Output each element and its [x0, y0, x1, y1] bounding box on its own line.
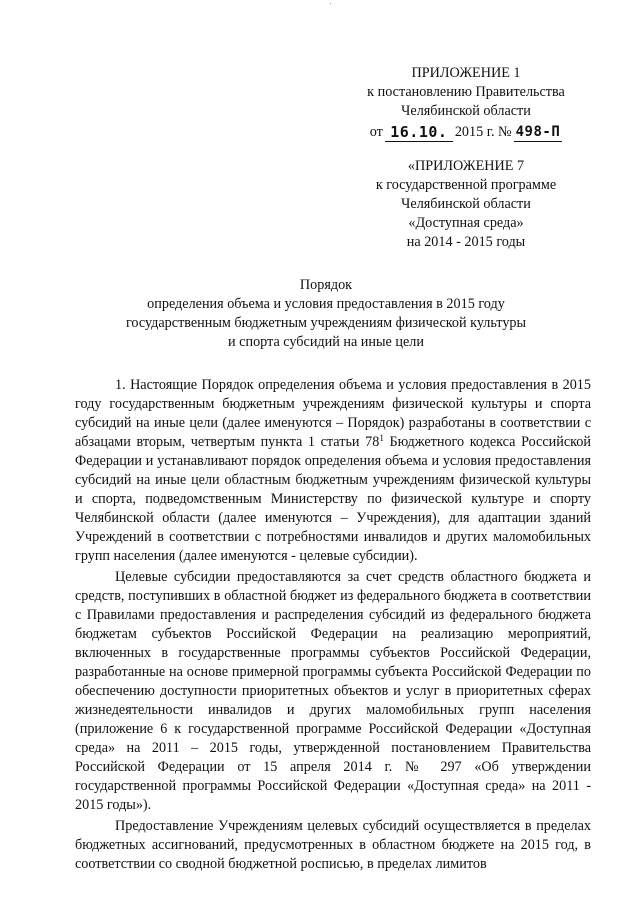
appendix-7-line2: Челябинской области	[401, 196, 531, 212]
scan-speck	[330, 3, 331, 4]
handwritten-number: 498-П	[515, 124, 561, 140]
document-body	[75, 376, 591, 874]
date-prefix: от	[369, 124, 383, 140]
paragraph-1-part-a: 1. Настоящие Порядок определения объема и условия предоставления в 2015 году государственным бюджетным учреждениям физической культуры и спорта субсидий на иные цели (далее именуются – Порядок) разработаны в соответствии с абзацами вторым, четвертым пункта 1 статьи 78	[75, 377, 591, 450]
appendix-1-header	[350, 64, 582, 142]
title-line4: и спорта субсидий на иные цели	[228, 334, 424, 350]
handwritten-date: 16.10.	[385, 124, 453, 142]
paragraph-2: Целевые субсидии предоставляются за счет средств областного бюджета и средств, поступивших в областной бюджет из федерального бюджета в соответствии с Правилами предоставления и распределения субсидий из федерального бюджета бюджетам субъектов Российской Федерации на реализацию мероприятий, включенных в государственные программы субъектов Российской Федерации, разработанные на основе примерной программы субъекта Российской Федерации по обеспечению доступности приоритетных объектов и услуг в приоритетных сферах жизнедеятельности инвалидов и других маломобильных групп населения (приложение 6 к государственной программе Российской Федерации «Доступная среда» на 2011 – 2015 годы, утвержденной постановлением Правительства Российской Федерации от 15 апреля 2014 г. № 297 «Об утверждении государственной программы Российской Федерации «Доступная среда» на 2011 - 2015 годы»).	[75, 569, 591, 813]
title-line3: государственным бюджетным учреждениям физической культуры	[125, 315, 527, 331]
appendix-7-line3: «Доступная среда»	[408, 215, 524, 231]
year-text: 2015 г. №	[454, 124, 512, 140]
article-superscript: 1	[379, 433, 384, 443]
document-title	[70, 276, 582, 352]
appendix-7-title: «ПРИЛОЖЕНИЕ 7	[407, 158, 525, 174]
title-line1: Порядок	[299, 277, 353, 293]
appendix-7-line4: на 2014 - 2015 годы	[406, 234, 526, 250]
appendix-1-line1: к постановлению Правительства	[367, 84, 565, 100]
title-line2: определения объема и условия предоставления в 2015 году	[147, 296, 505, 312]
decree-date-number	[350, 123, 582, 142]
paragraph-1-part-b: Бюджетного кодекса Российской Федерации и устанавливают порядок определения объема и условия предоставления субсидий на иные цели областным бюджетным учреждениям физической культуры и спорта, подведомственным Министерству по физической культуре и спорту Челябинской области (далее именуются – Учреждения), для адаптации зданий Учреждений в соответствии с потребностями инвалидов и других маломобильных групп населения (далее именуются - целевые субсидии).	[75, 434, 591, 564]
appendix-1-title: ПРИЛОЖЕНИЕ 1	[411, 65, 521, 81]
appendix-7-line1: к государственной программе	[375, 177, 557, 193]
appendix-1-line2: Челябинской области	[401, 103, 531, 119]
paragraph-3: Предоставление Учреждениям целевых субсидий осуществляется в пределах бюджетных ассигнований, предусмотренных в областном бюджете на 2015 год, в соответствии со сводной бюджетной росписью, в пределах лимитов	[75, 818, 591, 872]
paragraph-1	[75, 376, 591, 566]
appendix-7-header	[350, 157, 582, 252]
